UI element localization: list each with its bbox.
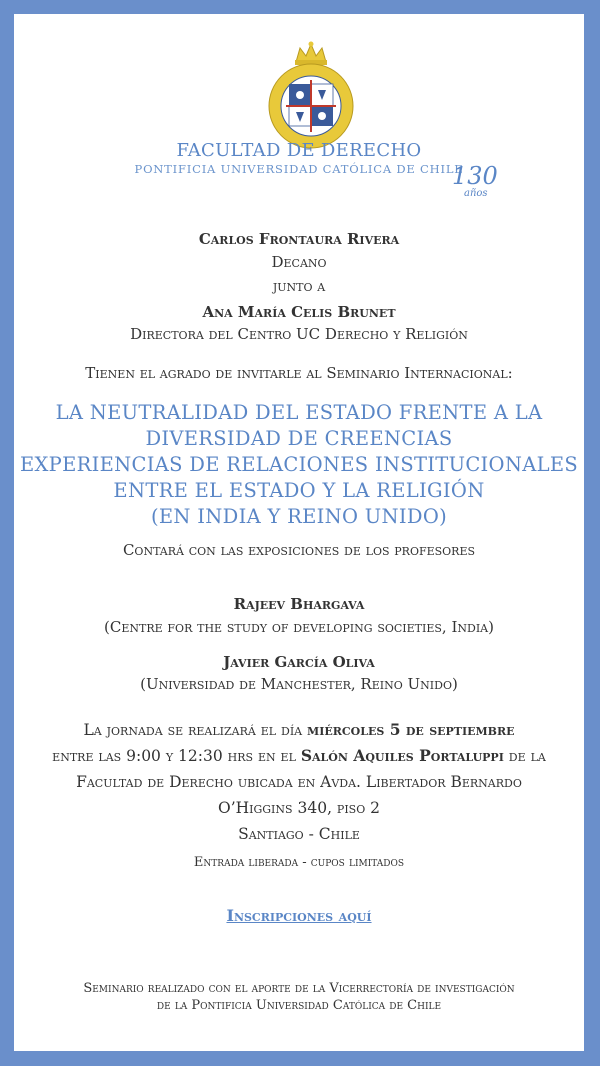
connector-text: junto a (272, 277, 326, 295)
dean-name: Carlos Frontaura Rivera (198, 230, 400, 248)
seminar-title-line: DIVERSIDAD DE CREENCIAS (145, 427, 453, 450)
anniversary-word: años (464, 188, 488, 199)
seminar-title-line: EXPERIENCIAS DE RELACIONES INSTITUCIONALES (19, 453, 579, 476)
anniversary-number: 130 (452, 162, 498, 190)
director-role: Directora del Centro UC Derecho y Religión (130, 325, 468, 343)
speaker-affiliation: (Centre for the study of developing societies, India) (104, 618, 494, 636)
dean-role: Decano (271, 253, 327, 271)
university-name: PONTIFICIA UNIVERSIDAD CATÓLICA DE CHILE (134, 162, 464, 176)
details-text: La jornada se realizará el día (83, 721, 308, 739)
invitation-card (14, 14, 584, 1051)
footer-line: Seminario realizado con el aporte de la Vicerrectoría de investigación (83, 981, 515, 996)
speaker-affiliation: (Universidad de Manchester, Reino Unido) (140, 675, 458, 693)
details-line-time (14, 743, 584, 769)
details-text: entre las 9:00 y 12:30 hrs en el (52, 747, 301, 765)
faculty-title: FACULTAD DE DERECHO (176, 140, 422, 161)
event-venue: Salón Aquiles Portaluppi (300, 746, 504, 765)
registration-link[interactable]: Inscripciones aquí (226, 906, 372, 925)
details-line-city: Santiago - Chile (238, 825, 360, 843)
seminar-title-line: (EN INDIA Y REINO UNIDO) (150, 505, 448, 528)
seminar-title (14, 400, 584, 530)
speakers-intro: Contará con las exposiciones de los profesores (122, 541, 476, 559)
details-text: de la (503, 747, 546, 765)
details-line-address: O’Higgins 340, piso 2 (217, 799, 381, 817)
details-line-date (14, 717, 584, 743)
footer-credit (14, 980, 584, 1014)
details-line-address: Facultad de Derecho ubicada en Avda. Libertador Bernardo (76, 773, 522, 791)
seminar-title-line: ENTRE EL ESTADO Y LA RELIGIÓN (113, 479, 485, 502)
anniversary-badge (452, 162, 498, 199)
event-date: miércoles 5 de septiembre (307, 720, 515, 739)
footer-line: de la Pontificia Universidad Católica de Chile (156, 998, 442, 1013)
entry-notice: Entrada liberada - cupos limitados (193, 855, 405, 870)
speaker-name: Javier García Oliva (223, 653, 375, 671)
speaker-name: Rajeev Bhargava (233, 595, 365, 613)
director-name: Ana María Celis Brunet (202, 303, 396, 321)
invitation-intro: Tienen el agrado de invitarle al Seminario Internacional: (85, 364, 513, 382)
university-seal-icon (266, 40, 356, 150)
seminar-title-line: LA NEUTRALIDAD DEL ESTADO FRENTE A LA (55, 401, 543, 424)
